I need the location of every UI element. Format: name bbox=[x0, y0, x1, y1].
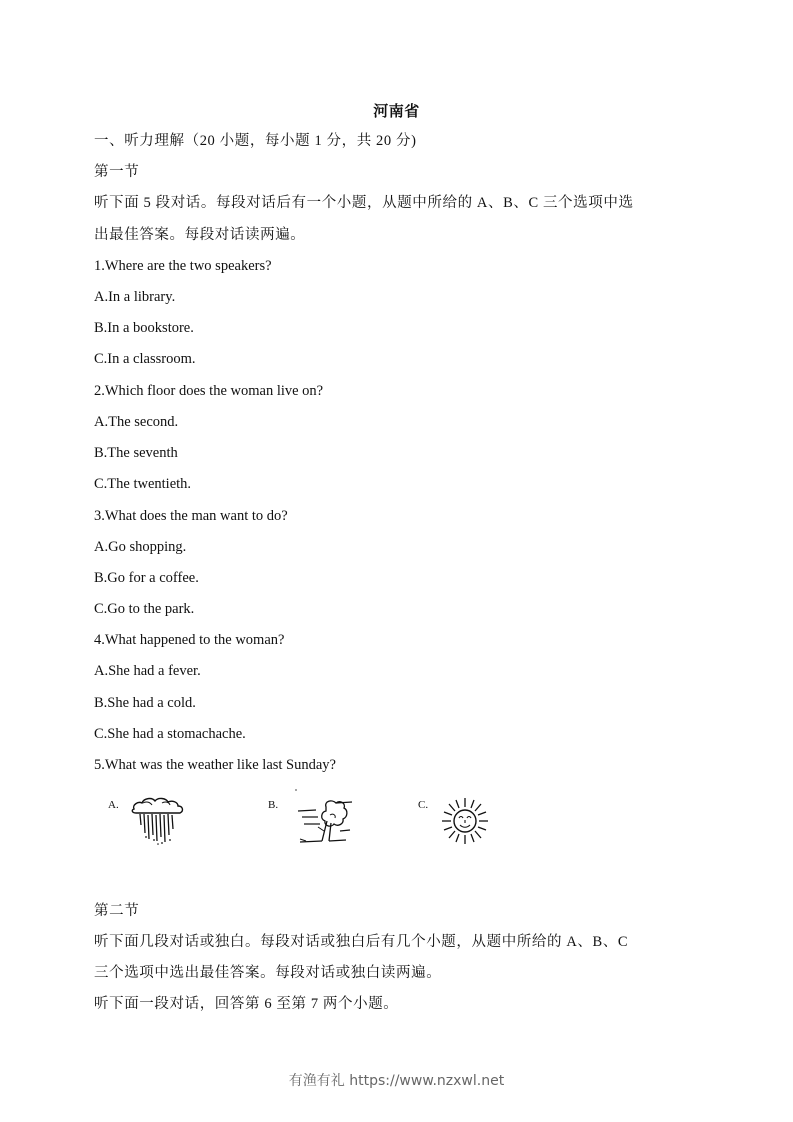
part-one-instructions-line1: 听下面 5 段对话。每段对话后有一个小题，从题中所给的 A、B、C 三个选项中选 bbox=[94, 195, 634, 211]
question-5-picture-options bbox=[108, 795, 508, 850]
question-1-option-a: A.In a library. bbox=[94, 289, 176, 305]
footer-watermark: 有渔有礼 https://www.nzxwl.net bbox=[288, 1073, 505, 1089]
picture-option-a-label: A. bbox=[108, 799, 119, 811]
sun-icon bbox=[440, 795, 490, 847]
question-4-option-b: B.She had a cold. bbox=[94, 695, 196, 711]
scan-speck bbox=[295, 789, 297, 791]
picture-option-c bbox=[418, 795, 508, 850]
question-4-text: 4.What happened to the woman? bbox=[94, 632, 285, 648]
windy-tree-icon bbox=[296, 797, 358, 847]
question-1-text: 1.Where are the two speakers? bbox=[94, 258, 272, 274]
part-two-instructions-line2: 三个选项中选出最佳答案。每段对话或独白读两遍。 bbox=[94, 965, 442, 981]
question-1-option-c: C.In a classroom. bbox=[94, 351, 196, 367]
part-one-instructions-line2: 出最佳答案。每段对话读两遍。 bbox=[94, 227, 306, 243]
question-4-option-a: A.She had a fever. bbox=[94, 663, 201, 679]
picture-option-a bbox=[108, 795, 198, 850]
picture-option-b-label: B. bbox=[268, 799, 279, 811]
rain-cloud-icon bbox=[128, 795, 190, 847]
part-two-sub-instruction: 听下面一段对话，回答第 6 至第 7 两个小题。 bbox=[94, 996, 399, 1012]
question-3-option-c: C.Go to the park. bbox=[94, 601, 195, 617]
question-2-option-c: C.The twentieth. bbox=[94, 476, 192, 492]
question-4-option-c: C.She had a stomachache. bbox=[94, 726, 246, 742]
question-5-text: 5.What was the weather like last Sunday? bbox=[94, 757, 336, 773]
picture-option-b bbox=[268, 795, 368, 850]
page-title: 河南省 bbox=[373, 104, 420, 120]
question-2-text: 2.Which floor does the woman live on? bbox=[94, 383, 324, 399]
question-1-option-b: B.In a bookstore. bbox=[94, 320, 194, 336]
part-one-label: 第一节 bbox=[94, 164, 140, 180]
question-3-option-b: B.Go for a coffee. bbox=[94, 570, 199, 586]
question-2-option-b: B.The seventh bbox=[94, 445, 178, 461]
section-heading: 一、听力理解（20 小题，每小题 1 分，共 20 分) bbox=[94, 133, 417, 149]
question-3-option-a: A.Go shopping. bbox=[94, 539, 187, 555]
picture-option-c-label: C. bbox=[418, 799, 429, 811]
part-two-instructions-line1: 听下面几段对话或独白。每段对话或独白后有几个小题，从题中所给的 A、B、C bbox=[94, 934, 629, 950]
part-two-label: 第二节 bbox=[94, 903, 140, 919]
question-3-text: 3.What does the man want to do? bbox=[94, 508, 288, 524]
question-2-option-a: A.The second. bbox=[94, 414, 179, 430]
